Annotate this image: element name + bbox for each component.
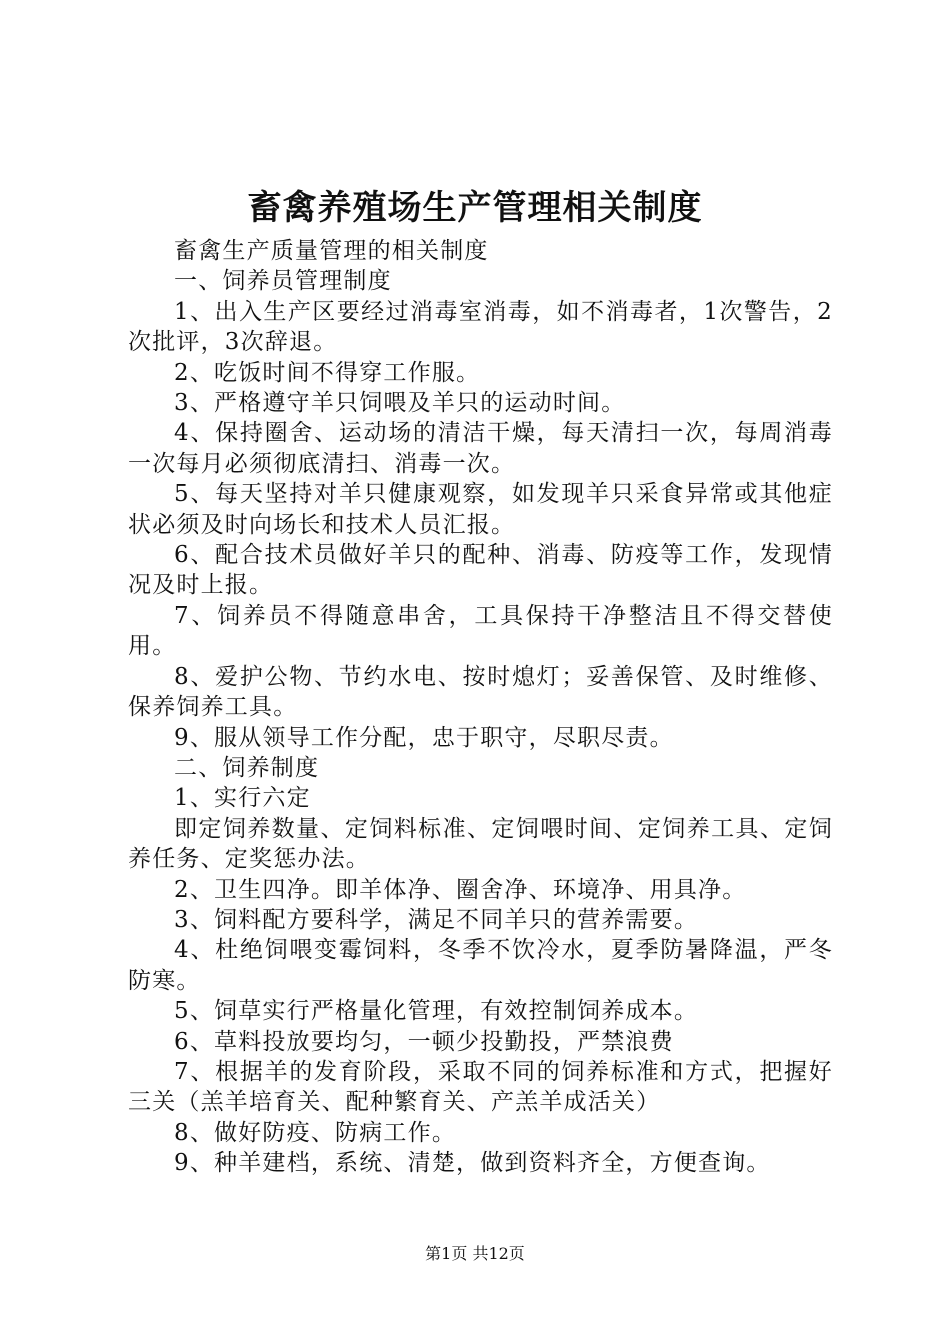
paragraph: 7、饲养员不得随意串舍，工具保持干净整洁且不得交替使用。 — [128, 602, 833, 660]
paragraph: 4、杜绝饲喂变霉饲料，冬季不饮冷水，夏季防暑降温，严冬防寒。 — [128, 937, 833, 994]
paragraph: 6、草料投放要均匀，一顿少投勤投，严禁浪费 — [174, 1028, 674, 1055]
paragraph: 8、做好防疫、防病工作。 — [174, 1119, 457, 1146]
paragraph: 6、配合技术员做好羊只的配种、消毒、防疫等工作，发现情况及时上报。 — [128, 542, 833, 599]
paragraph: 7、根据羊的发育阶段，采取不同的饲养标准和方式，把握好三关（羔羊培育关、配种繁育关、产羔羊成活关） — [128, 1058, 833, 1116]
paragraph: 1、出入生产区要经过消毒室消毒，如不消毒者，1次警告，2次批评，3次辞退。 — [128, 298, 833, 356]
paragraph: 9、服从领导工作分配，忠于职守，尽职尽责。 — [174, 724, 674, 751]
section-heading-2: 二、饲养制度 — [174, 754, 320, 781]
paragraph-subtitle: 畜禽生产质量管理的相关制度 — [174, 238, 489, 264]
document-body — [128, 236, 833, 1179]
paragraph: 4、保持圈舍、运动场的清洁干燥，每天清扫一次，每周消毒一次每月必须彻底清扫、消毒一次。 — [128, 420, 833, 477]
paragraph: 5、每天坚持对羊只健康观察，如发现羊只采食异常或其他症状必须及时向场长和技术人员汇报。 — [128, 481, 833, 538]
paragraph: 2、吃饭时间不得穿工作服。 — [174, 359, 481, 386]
paragraph: 9、种羊建档，系统、清楚，做到资料齐全，方便查询。 — [174, 1150, 771, 1177]
document-title: 畜禽养殖场生产管理相关制度 — [247, 188, 703, 228]
paragraph: 3、饲料配方要科学，满足不同羊只的营养需要。 — [174, 906, 699, 933]
paragraph: 5、饲草实行严格量化管理，有效控制饲养成本。 — [174, 998, 699, 1025]
section-heading-1: 一、饲养员管理制度 — [174, 268, 392, 295]
paragraph: 即定饲养数量、定饲料标准、定饲喂时间、定饲养工具、定饲养任务、定奖惩办法。 — [128, 815, 833, 873]
paragraph: 3、严格遵守羊只饲喂及羊只的运动时间。 — [174, 390, 626, 417]
page-footer: 第1页 共12页 — [425, 1244, 525, 1263]
paragraph: 2、卫生四净。即羊体净、圈舍净、环境净、用具净。 — [174, 876, 747, 903]
paragraph: 8、爱护公物、节约水电、按时熄灯；妥善保管、及时维修、保养饲养工具。 — [128, 663, 833, 721]
paragraph: 1、实行六定 — [174, 785, 311, 812]
